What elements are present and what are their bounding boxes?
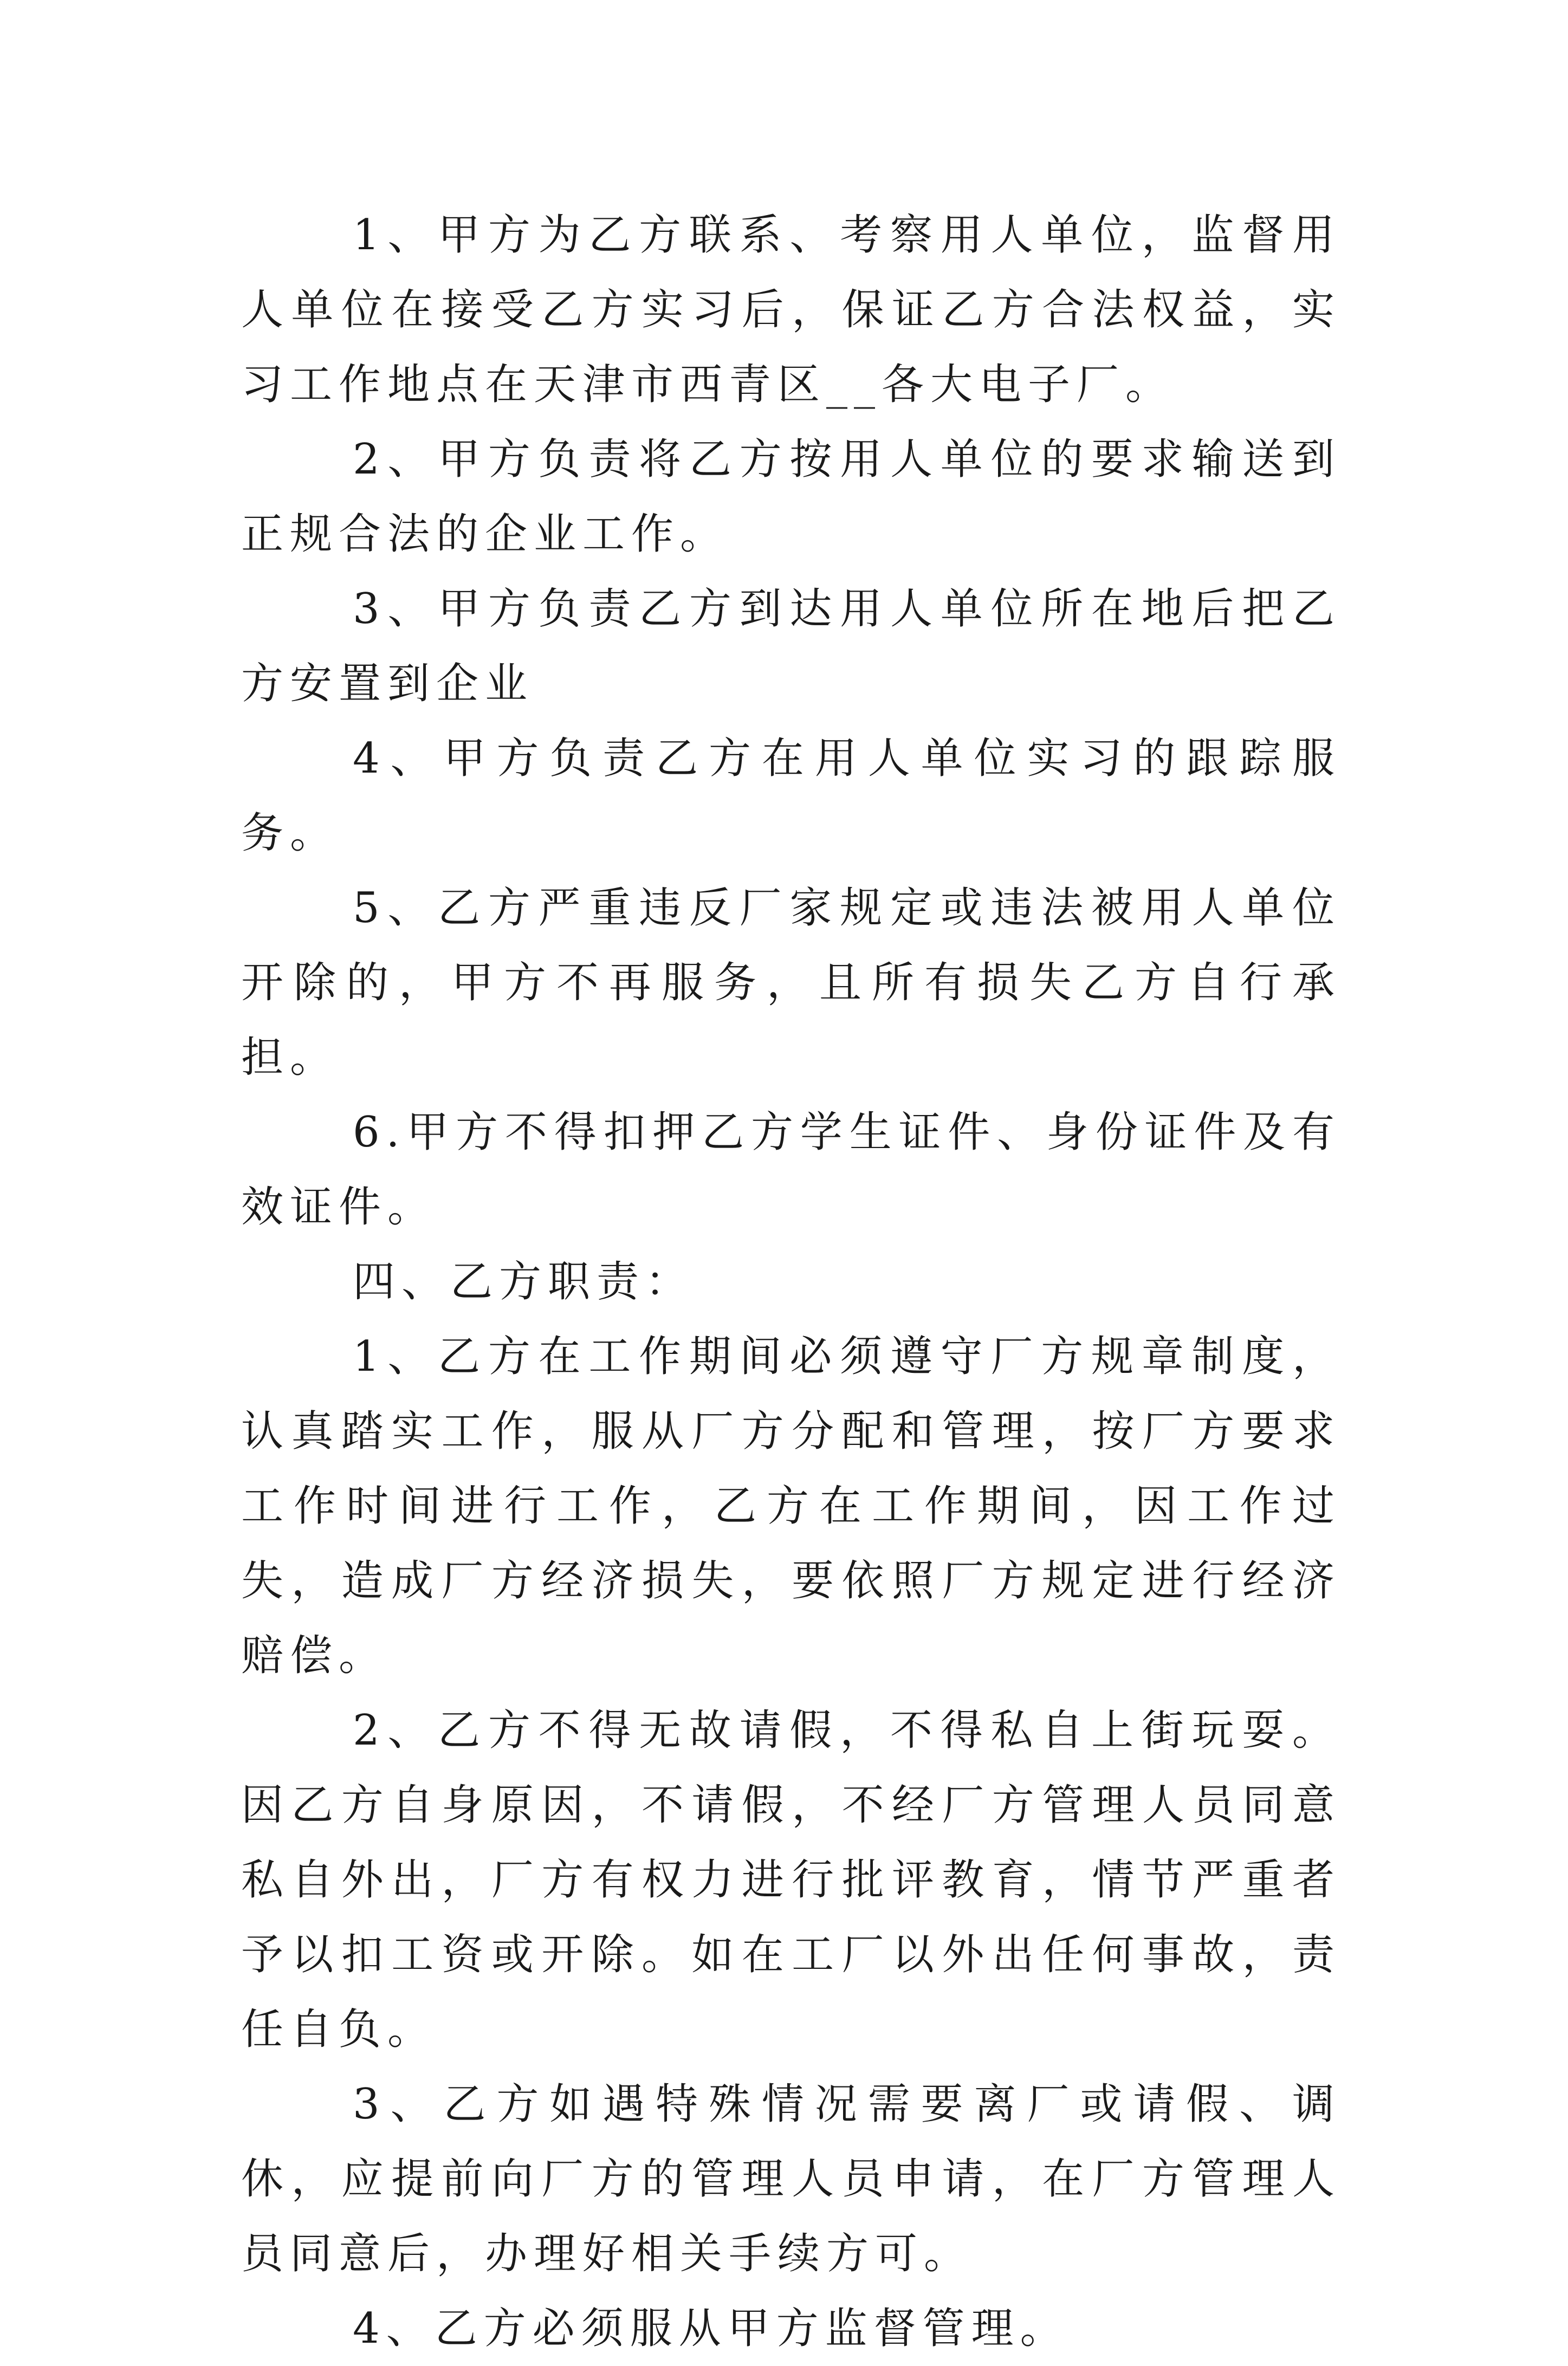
paragraph-jia-4: 4、甲方负责乙方在用人单位实习的跟踪服务。 [241, 734, 1341, 858]
paragraph-yi-2: 2、乙方不得无故请假，不得私自上街玩耍。因乙方自身原因，不请假，不经厂方管理人员同意私自外出，厂方有权力进行批评教育，情节严重者予以扣工资或开除。如在工厂以外出任何事故，责任自负。 [241, 1706, 1341, 2054]
paragraph-jia-2: 2、甲方负责将乙方按用人单位的要求输送到正规合法的企业工作。 [241, 435, 1341, 559]
paragraph-jia-1: 1、甲方为乙方联系、考察用人单位，监督用人单位在接受乙方实习后，保证乙方合法权益，实习工作地点在天津市西青区__各大电子厂。 [241, 211, 1341, 409]
paragraph-jia-5: 5、乙方严重违反厂家规定或违法被用人单位开除的，甲方不再服务，且所有损失乙方自行承担。 [241, 884, 1341, 1082]
section-heading-yi-duties: 四、乙方职责： [353, 1257, 695, 1306]
paragraph-jia-6: 6.甲方不得扣押乙方学生证件、身份证件及有效证件。 [241, 1108, 1341, 1231]
document-body [241, 198, 1341, 2366]
paragraph-yi-4: 4、乙方必须服从甲方监督管理。 [353, 2304, 1069, 2353]
paragraph-yi-1: 1、乙方在工作期间必须遵守厂方规章制度，认真踏实工作，服从厂方分配和管理，按厂方要求工作时间进行工作，乙方在工作期间，因工作过失，造成厂方经济损失，要依照厂方规定进行经济赔偿。 [241, 1332, 1341, 1680]
paragraph-yi-3: 3、乙方如遇特殊情况需要离厂或请假、调休，应提前向厂方的管理人员申请，在厂方管理人员同意后，办理好相关手续方可。 [241, 2080, 1341, 2278]
paragraph-jia-3: 3、甲方负责乙方到达用人单位所在地后把乙方安置到企业 [241, 585, 1341, 708]
